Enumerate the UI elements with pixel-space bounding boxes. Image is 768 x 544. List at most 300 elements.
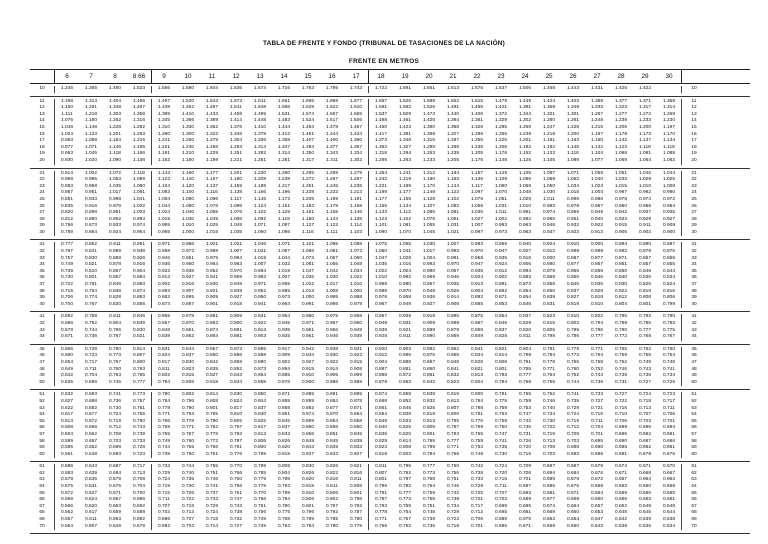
- coefficient-cell: 0.811: [109, 314, 121, 320]
- coefficient-cell: 1.027: [470, 216, 483, 222]
- table-row: [30, 132, 750, 139]
- coefficient-cell: 1.233: [638, 118, 651, 124]
- coefficient-cell: 0.773: [127, 392, 152, 399]
- depth-label-left: 14: [30, 118, 55, 125]
- coefficient-cell: 0.729: [470, 484, 483, 490]
- coefficient-cell: 0.688: [127, 510, 152, 517]
- coefficient-cell: 0.957: [422, 282, 435, 288]
- coefficient-cell: 0.719: [542, 431, 555, 437]
- coefficient-cell: 0.746: [422, 510, 435, 516]
- coefficient-cell: 1.268: [518, 124, 531, 130]
- coefficient-cell: 0.767: [127, 399, 152, 406]
- coefficient-cell: 0.864: [344, 412, 369, 419]
- coefficient-cell: 0.716: [614, 405, 627, 411]
- coefficient-cell: 0.806: [253, 438, 266, 444]
- coefficient-cell: 0.846: [566, 282, 579, 288]
- coefficient-cell: 0.719: [108, 418, 121, 424]
- header-corner-right: [682, 70, 706, 83]
- coefficient-cell: 1.287: [446, 138, 459, 144]
- coefficient-cell: 0.631: [84, 484, 97, 490]
- column-header: 27: [593, 73, 601, 80]
- coefficient-cell: 0.927: [422, 301, 435, 307]
- coefficient-cell: 0.733: [590, 392, 603, 398]
- coefficient-cell: 0.836: [590, 282, 603, 288]
- coefficient-cell: 0.723: [446, 517, 459, 523]
- depth-label-right: 40: [691, 301, 697, 307]
- coefficient-cell: 0.743: [638, 366, 651, 372]
- coefficient-cell: 0.813: [446, 398, 459, 404]
- coefficient-cell: 0.848: [374, 418, 387, 424]
- coefficient-cell: 1.159: [229, 183, 242, 189]
- coefficient-cell: 1.122: [325, 223, 338, 229]
- coefficient-cell: 0.885: [277, 373, 290, 379]
- coefficient-cell: 1.118: [639, 144, 651, 150]
- coefficient-cell: 0.792: [344, 504, 369, 511]
- coefficient-cell: 1.088: [657, 151, 682, 158]
- table-row: [30, 204, 750, 211]
- coefficient-cell: 0.784: [301, 523, 314, 529]
- coefficient-cell: 1.407: [127, 105, 152, 112]
- coefficient-cell: 0.838: [422, 392, 435, 398]
- coefficient-cell: 0.878: [108, 262, 121, 268]
- coefficient-cell: 0.784: [157, 398, 170, 404]
- coefficient-cell: 1.062: [657, 158, 682, 165]
- coefficient-cell: 1.076: [60, 118, 73, 124]
- coefficient-cell: 1.239: [518, 131, 531, 137]
- depth-label-right: 44: [691, 334, 697, 340]
- coefficient-cell: 0.882: [157, 295, 170, 301]
- coefficient-cell: 1.199: [398, 183, 411, 189]
- coefficient-cell: 0.714: [205, 523, 218, 529]
- coefficient-cell: 0.876: [277, 379, 290, 385]
- coefficient-cell: 0.818: [205, 379, 218, 385]
- coefficient-cell: 0.958: [157, 249, 170, 255]
- coefficient-cell: 0.864: [84, 229, 97, 235]
- coefficient-cell: 1.333: [590, 105, 603, 111]
- coefficient-cell: 0.767: [657, 334, 682, 341]
- coefficient-cell: 1.265: [494, 131, 507, 137]
- coefficient-cell: 0.869: [301, 418, 314, 424]
- coefficient-cell: 0.772: [614, 334, 627, 340]
- coefficient-cell: 0.954: [657, 204, 682, 211]
- coefficient-cell: 1.343: [325, 151, 338, 157]
- depth-label-left: 42: [30, 321, 55, 328]
- coefficient-cell: 1.020: [84, 157, 97, 163]
- coefficient-cell: 1.001: [205, 242, 218, 248]
- coefficient-cell: 0.711: [495, 484, 507, 490]
- coefficient-cell: 0.839: [542, 295, 555, 301]
- coefficient-cell: 0.826: [301, 470, 314, 476]
- coefficient-cell: 0.906: [614, 229, 627, 235]
- coefficient-cell: 0.939: [398, 314, 411, 320]
- depth-label-right: 56: [691, 425, 697, 431]
- coefficient-cell: 1.438: [157, 105, 170, 111]
- coefficient-cell: 0.890: [422, 334, 435, 340]
- coefficient-cell: 0.681: [542, 490, 555, 496]
- depth-label-left: 48: [30, 367, 55, 374]
- coefficient-cell: 0.689: [542, 477, 555, 483]
- coefficient-cell: 0.916: [84, 203, 97, 209]
- coefficient-cell: 1.517: [325, 118, 338, 124]
- coefficient-cell: 0.902: [157, 282, 170, 288]
- coefficient-cell: 1.132: [590, 144, 603, 150]
- coefficient-cell: 0.950: [181, 262, 194, 268]
- coefficient-cell: 0.915: [344, 360, 369, 367]
- coefficient-cell: 1.575: [470, 86, 483, 91]
- coefficient-cell: 1.092: [253, 216, 266, 222]
- coefficient-cell: 0.622: [60, 405, 73, 411]
- coefficient-cell: 0.874: [157, 301, 170, 307]
- coefficient-cell: 0.881: [398, 366, 411, 372]
- coefficient-cell: 1.099: [127, 177, 152, 184]
- coefficient-cell: 0.782: [205, 425, 218, 431]
- coefficient-cell: 0.930: [205, 282, 218, 288]
- coefficient-cell: 0.878: [638, 249, 651, 255]
- coefficient-cell: 0.790: [205, 418, 218, 424]
- coefficient-cell: 1.040: [181, 210, 194, 216]
- coefficient-cell: 1.111: [326, 229, 338, 235]
- coefficient-cell: 0.681: [614, 451, 627, 457]
- coefficient-cell: 0.837: [253, 405, 266, 411]
- coefficient-cell: 0.841: [446, 366, 459, 372]
- coefficient-cell: 0.766: [229, 470, 242, 476]
- coefficient-cell: 1.030: [181, 216, 194, 222]
- coefficient-cell: 0.720: [518, 445, 531, 451]
- coefficient-cell: 0.874: [374, 392, 387, 398]
- depth-label-right: 15: [691, 124, 697, 130]
- coefficient-cell: 0.899: [84, 210, 97, 216]
- coefficient-cell: 1.060: [344, 256, 369, 263]
- coefficient-cell: 0.740: [181, 470, 194, 476]
- depth-label-right: 42: [691, 321, 697, 326]
- coefficient-cell: 0.915: [614, 223, 627, 229]
- coefficient-cell: 0.866: [566, 268, 579, 274]
- coefficient-cell: 0.929: [638, 216, 651, 222]
- coefficient-cell: 0.747: [229, 497, 242, 503]
- coefficient-cell: 0.912: [494, 268, 507, 274]
- coefficient-cell: 0.922: [253, 321, 266, 326]
- depth-label-left: 44: [30, 334, 55, 341]
- coefficient-cell: 0.777: [60, 242, 73, 248]
- coefficient-cell: 0.723: [657, 392, 682, 399]
- coefficient-cell: 0.718: [638, 398, 651, 404]
- coefficient-cell: 1.173: [277, 196, 290, 202]
- column-header: 16: [328, 73, 336, 80]
- coefficient-cell: 1.008: [657, 184, 682, 191]
- coefficient-cell: 1.046: [253, 242, 266, 248]
- coefficient-cell: 0.755: [157, 431, 170, 437]
- coefficient-cell: 0.867: [638, 255, 651, 261]
- coefficient-cell: 0.722: [614, 398, 627, 404]
- coefficient-cell: 0.868: [374, 398, 387, 404]
- coefficient-cell: 0.773: [398, 497, 411, 503]
- coefficient-cell: 0.679: [60, 327, 73, 333]
- coefficient-cell: 0.791: [542, 346, 555, 352]
- coefficient-cell: 0.940: [518, 242, 531, 248]
- coefficient-cell: 0.675: [566, 484, 579, 490]
- coefficient-cell: 0.795: [566, 327, 579, 333]
- coefficient-cell: 0.909: [422, 321, 435, 326]
- coefficient-cell: 0.872: [398, 373, 411, 379]
- coefficient-cell: 0.663: [108, 503, 121, 509]
- depth-label-right: 29: [691, 223, 697, 229]
- coefficient-cell: 0.912: [374, 353, 387, 359]
- coefficient-cell: 0.900: [229, 321, 242, 326]
- coefficient-cell: 0.769: [398, 503, 411, 509]
- coefficient-cell: 0.850: [614, 268, 627, 274]
- coefficient-cell: 0.801: [638, 301, 651, 307]
- coefficient-cell: 1.372: [494, 111, 507, 117]
- coefficient-cell: 1.123: [157, 177, 170, 183]
- coefficient-cell: 0.763: [494, 412, 507, 418]
- table-row: [30, 406, 750, 413]
- coefficient-cell: 0.927: [518, 249, 531, 255]
- coefficient-cell: 0.927: [657, 217, 682, 224]
- coefficient-cell: 0.839: [127, 321, 152, 328]
- coefficient-cell: 0.863: [398, 379, 411, 385]
- coefficient-cell: 1.407: [301, 138, 314, 144]
- coefficient-cell: 0.775: [657, 328, 682, 335]
- coefficient-cell: 0.885: [470, 301, 483, 307]
- coefficient-cell: 0.734: [657, 373, 682, 380]
- coefficient-cell: 0.993: [127, 217, 152, 224]
- coefficient-cell: 0.729: [566, 405, 579, 411]
- coefficient-cell: 0.887: [657, 242, 682, 249]
- coefficient-cell: 1.114: [344, 223, 369, 230]
- coefficient-cell: 0.715: [157, 490, 170, 496]
- coefficient-cell: 1.347: [277, 144, 290, 150]
- coefficient-cell: 1.089: [84, 138, 97, 144]
- depth-label-right: 16: [691, 131, 697, 137]
- coefficient-cell: 0.838: [108, 288, 121, 294]
- coefficient-cell: 0.569: [60, 497, 73, 503]
- column-header: 15: [304, 73, 312, 80]
- coefficient-cell: 0.784: [422, 451, 435, 457]
- depth-label-left: 29: [30, 223, 55, 230]
- coefficient-cell: 1.281: [277, 157, 290, 163]
- coefficient-cell: 1.256: [470, 138, 483, 144]
- coefficient-cell: 1.626: [398, 98, 411, 104]
- coefficient-cell: 1.134: [657, 138, 682, 145]
- coefficient-cell: 1.205: [446, 157, 459, 163]
- coefficient-cell: 1.077: [590, 157, 603, 163]
- coefficient-cell: 1.157: [205, 177, 218, 183]
- coefficient-cell: 1.295: [301, 170, 314, 176]
- coefficient-cell: 0.977: [60, 144, 73, 150]
- coefficient-cell: 0.783: [657, 321, 682, 328]
- coefficient-cell: 1.030: [325, 275, 338, 281]
- coefficient-cell: 0.717: [84, 359, 97, 365]
- coefficient-cell: 0.791: [518, 359, 531, 365]
- coefficient-cell: 0.717: [127, 464, 152, 471]
- coefficient-cell: 1.391: [398, 131, 411, 137]
- coefficient-cell: 1.007: [446, 242, 459, 248]
- coefficient-cell: 0.750: [181, 451, 194, 457]
- coefficient-cell: 0.617: [84, 510, 97, 516]
- coefficient-cell: 1.691: [398, 86, 411, 91]
- coefficient-cell: 0.736: [590, 379, 603, 385]
- coefficient-cell: 0.663: [542, 517, 555, 523]
- coefficient-cell: 0.842: [205, 359, 218, 365]
- coefficient-cell: 1.010: [638, 183, 651, 189]
- table-row: [30, 86, 750, 93]
- coefficient-cell: 1.344: [518, 111, 531, 117]
- coefficient-cell: 0.998: [108, 196, 121, 202]
- coefficient-cell: 1.573: [229, 98, 242, 104]
- coefficient-cell: 1.015: [205, 229, 218, 235]
- coefficient-cell: 0.994: [229, 255, 242, 261]
- column-header: 9: [162, 73, 166, 80]
- coefficient-cell: 1.389: [157, 111, 170, 117]
- coefficient-cell: 1.238: [277, 177, 290, 183]
- coefficient-cell: 0.639: [84, 470, 97, 476]
- coefficient-cell: 1.222: [325, 190, 338, 196]
- depth-label-left: 65: [30, 491, 55, 498]
- coefficient-cell: 0.810: [590, 301, 603, 307]
- document-subtitle: FRENTE EN METROS: [348, 58, 420, 65]
- coefficient-cell: 0.881: [229, 334, 242, 340]
- coefficient-cell: 0.963: [518, 223, 531, 229]
- coefficient-cell: 0.851: [422, 373, 435, 379]
- coefficient-cell: 1.451: [301, 131, 314, 137]
- coefficient-cell: 1.097: [277, 223, 290, 229]
- coefficient-cell: 0.801: [301, 503, 314, 509]
- coefficient-cell: 0.990: [657, 190, 682, 197]
- coefficient-cell: 0.745: [253, 523, 266, 529]
- coefficient-cell: 0.875: [422, 353, 435, 359]
- coefficient-cell: 0.909: [277, 353, 290, 359]
- depth-label-right: 23: [691, 183, 697, 189]
- coefficient-cell: 0.899: [108, 249, 121, 255]
- coefficient-cell: 1.515: [470, 98, 483, 104]
- coefficient-cell: 0.991: [518, 210, 531, 216]
- coefficient-cell: 0.715: [60, 288, 73, 294]
- coefficient-cell: 0.883: [60, 183, 73, 189]
- table-row: [30, 295, 750, 302]
- coefficient-cell: 0.816: [344, 471, 369, 478]
- coefficient-cell: 0.781: [229, 445, 242, 451]
- coefficient-cell: 0.857: [205, 346, 218, 352]
- coefficient-cell: 1.414: [229, 118, 242, 124]
- coefficient-cell: 0.974: [638, 196, 651, 202]
- coefficient-cell: 0.857: [157, 321, 170, 326]
- coefficient-cell: 0.927: [181, 275, 194, 281]
- coefficient-cell: 0.739: [422, 517, 435, 523]
- coefficient-cell: 0.735: [494, 445, 507, 451]
- coefficient-cell: 0.595: [60, 445, 73, 451]
- coefficient-cell: 0.667: [108, 497, 121, 503]
- coefficient-cell: 0.856: [325, 425, 338, 431]
- coefficient-cell: 1.082: [446, 203, 459, 209]
- coefficient-cell: 0.743: [229, 503, 242, 509]
- coefficient-cell: 0.811: [519, 334, 531, 340]
- coefficient-cell: 0.660: [638, 484, 651, 490]
- coefficient-cell: 0.752: [590, 366, 603, 372]
- depth-label-right: 19: [691, 151, 697, 157]
- coefficient-cell: 0.789: [277, 490, 290, 496]
- coefficient-cell: 0.812: [60, 216, 73, 222]
- coefficient-cell: 0.820: [108, 301, 121, 307]
- coefficient-cell: 0.707: [638, 412, 651, 418]
- coefficient-cell: 0.796: [301, 510, 314, 516]
- coefficient-cell: 0.730: [181, 484, 194, 490]
- coefficient-cell: 1.070: [398, 229, 411, 235]
- coefficient-cell: 1.201: [229, 170, 242, 176]
- coefficient-cell: 0.708: [127, 477, 152, 484]
- coefficient-cell: 0.883: [518, 275, 531, 281]
- coefficient-cell: 0.755: [638, 353, 651, 359]
- table-row: [30, 99, 750, 106]
- coefficient-cell: 0.848: [446, 359, 459, 365]
- coefficient-cell: 0.844: [253, 398, 266, 404]
- coefficient-cell: 1.066: [229, 216, 242, 222]
- coefficient-cell: 1.028: [638, 177, 651, 183]
- coefficient-cell: 0.846: [518, 301, 531, 307]
- coefficient-cell: 0.655: [657, 491, 682, 498]
- coefficient-cell: 0.968: [344, 314, 369, 321]
- coefficient-cell: 0.879: [374, 379, 387, 385]
- column-header: 17: [344, 70, 369, 83]
- coefficient-cell: 0.931: [344, 347, 369, 354]
- coefficient-cell: 1.187: [590, 131, 603, 137]
- coefficient-cell: 0.611: [85, 517, 97, 523]
- coefficient-cell: 0.712: [470, 510, 483, 516]
- coefficient-cell: 0.586: [60, 464, 73, 470]
- coefficient-cell: 1.000: [344, 289, 369, 296]
- coefficient-cell: 1.218: [542, 131, 555, 137]
- coefficient-cell: 1.506: [344, 118, 369, 125]
- coefficient-cell: 1.283: [229, 144, 242, 150]
- coefficient-cell: 0.756: [229, 484, 242, 490]
- coefficient-cell: 1.035: [108, 183, 121, 189]
- coefficient-cell: 0.805: [229, 418, 242, 424]
- coefficient-cell: 1.321: [542, 111, 555, 117]
- depth-label-right: 17: [691, 138, 697, 144]
- coefficient-cell: 1.048: [344, 262, 369, 269]
- coefficient-cell: 0.821: [494, 346, 507, 352]
- coefficient-cell: 0.893: [470, 295, 483, 301]
- coefficient-cell: 1.083: [157, 190, 170, 196]
- depth-label-left: 56: [30, 425, 55, 432]
- depth-label-left: 50: [30, 380, 55, 387]
- depth-label-left: 54: [30, 412, 55, 419]
- coefficient-cell: 1.524: [301, 118, 314, 124]
- coefficient-cell: 0.952: [205, 268, 218, 274]
- coefficient-cell: 1.426: [422, 118, 435, 124]
- coefficient-cell: 1.069: [614, 157, 627, 163]
- coefficient-cell: 0.852: [229, 366, 242, 372]
- coefficient-cell: 1.391: [518, 105, 531, 111]
- coefficient-cell: 0.733: [127, 439, 152, 446]
- coefficient-cell: 0.750: [494, 425, 507, 431]
- coefficient-cell: 0.970: [229, 268, 242, 274]
- coefficient-cell: 0.862: [446, 346, 459, 352]
- coefficient-cell: 0.830: [614, 282, 627, 288]
- depth-label-right: 24: [691, 190, 697, 196]
- coefficient-cell: 0.818: [374, 451, 387, 457]
- coefficient-cell: 0.718: [446, 523, 459, 529]
- coefficient-cell: 1.195: [127, 145, 152, 152]
- coefficient-cell: 0.924: [470, 275, 483, 281]
- coefficient-cell: 0.961: [301, 327, 314, 333]
- coefficient-cell: 0.726: [518, 438, 531, 444]
- coefficient-cell: 1.263: [422, 151, 435, 157]
- coefficient-cell: 1.251: [253, 157, 266, 163]
- coefficient-cell: 0.998: [374, 282, 387, 288]
- coefficient-cell: 0.806: [657, 295, 682, 302]
- coefficient-cell: 0.700: [60, 301, 73, 307]
- coefficient-cell: 0.824: [229, 398, 242, 404]
